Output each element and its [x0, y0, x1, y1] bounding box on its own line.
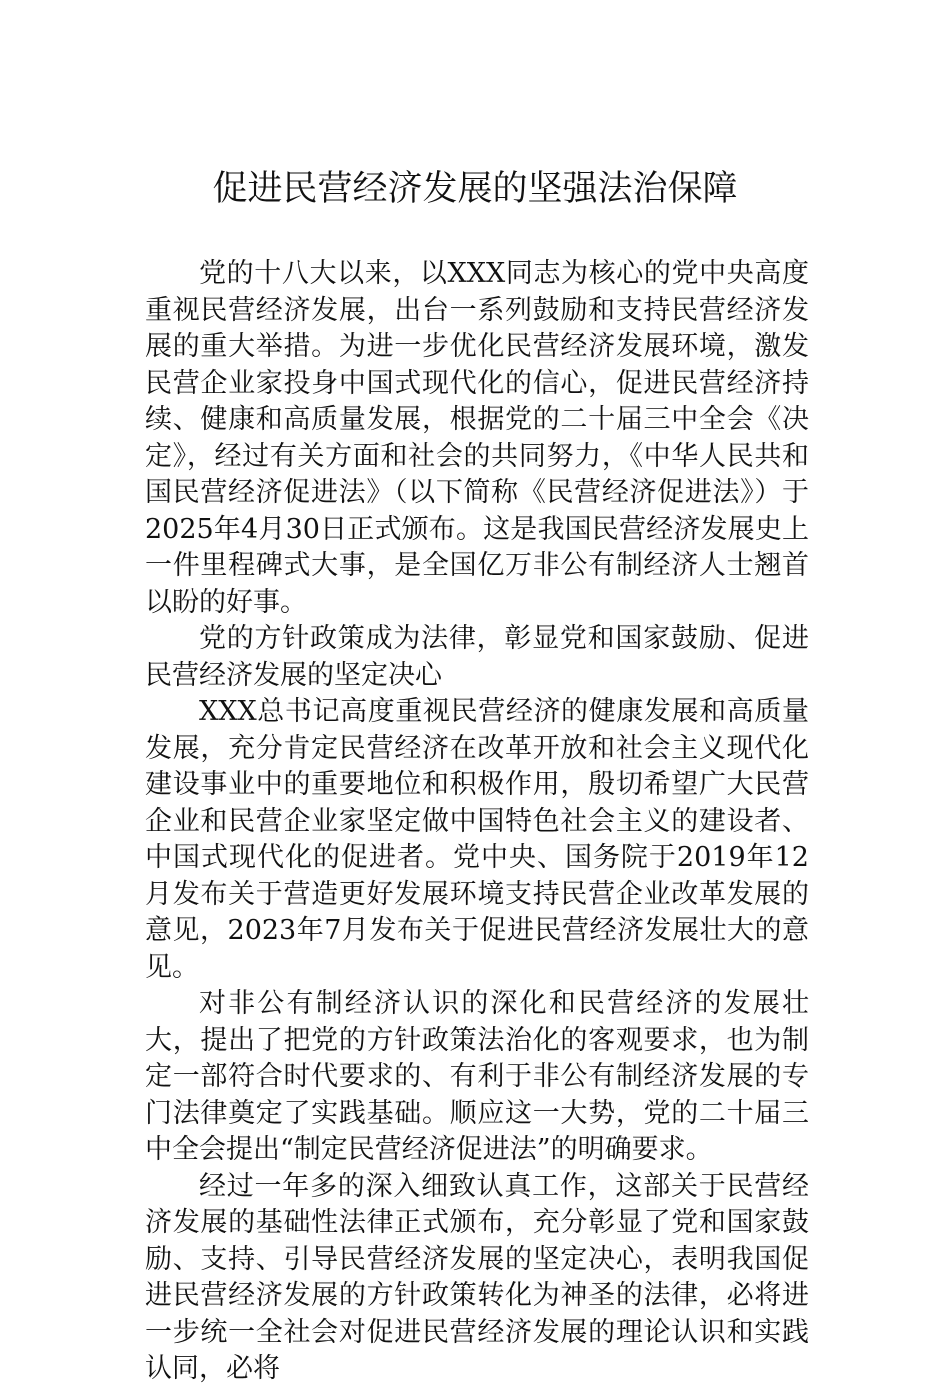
document-body — [145, 256, 809, 1388]
paragraph-intro: 党的十八大以来，以XXX同志为核心的党中央高度重视民营经济发展，出台一系列鼓励和支持民营经济发展的重大举措。为进一步优化民营经济发展环境，激发民营企业家投身中国式现代化的信心，促进民营经济持续、健康和高质量发展，根据党的二十届三中全会《决定》，经过有关方面和社会的共同努力，《中华人民共和国民营经济促进法》（以下简称《民营经济促进法》）于2025年4月30日正式颁布。这是我国民营经济发展史上一件里程碑式大事，是全国亿万非公有制经济人士翘首以盼的好事。 — [145, 258, 809, 618]
paragraph-legalization: 对非公有制经济认识的深化和民营经济的发展壮大，提出了把党的方针政策法治化的客观要求，也为制定一部符合时代要求的、有利于非公有制经济发展的专门法律奠定了实践基础。顺应这一大势，党的二十届三中全会提出“制定民营经济促进法”的明确要求。 — [145, 988, 809, 1165]
document-title: 促进民营经济发展的坚强法治保障 — [212, 169, 738, 209]
paragraph-promulgation: 经过一年多的深入细致认真工作，这部关于民营经济发展的基础性法律正式颁布，充分彰显了党和国家鼓励、支持、引导民营经济发展的坚定决心，表明我国促进民营经济发展的方针政策转化为神圣的法律，必将进一步统一全社会对促进民营经济发展的理论认识和实践认同，必将 — [145, 1170, 809, 1384]
section-heading: 党的方针政策成为法律，彰显党和国家鼓励、促进民营经济发展的坚定决心 — [145, 623, 809, 691]
paragraph-policy: XXX总书记高度重视民营经济的健康发展和高质量发展，充分肯定民营经济在改革开放和社会主义现代化建设事业中的重要地位和积极作用，殷切希望广大民营企业和民营企业家坚定做中国特色社会主义的建设者、中国式现代化的促进者。党中央、国务院于2019年12月发布关于营造更好发展环境支持民营企业改革发展的意见，2023年7月发布关于促进民营经济发展壮大的意见。 — [145, 696, 809, 983]
